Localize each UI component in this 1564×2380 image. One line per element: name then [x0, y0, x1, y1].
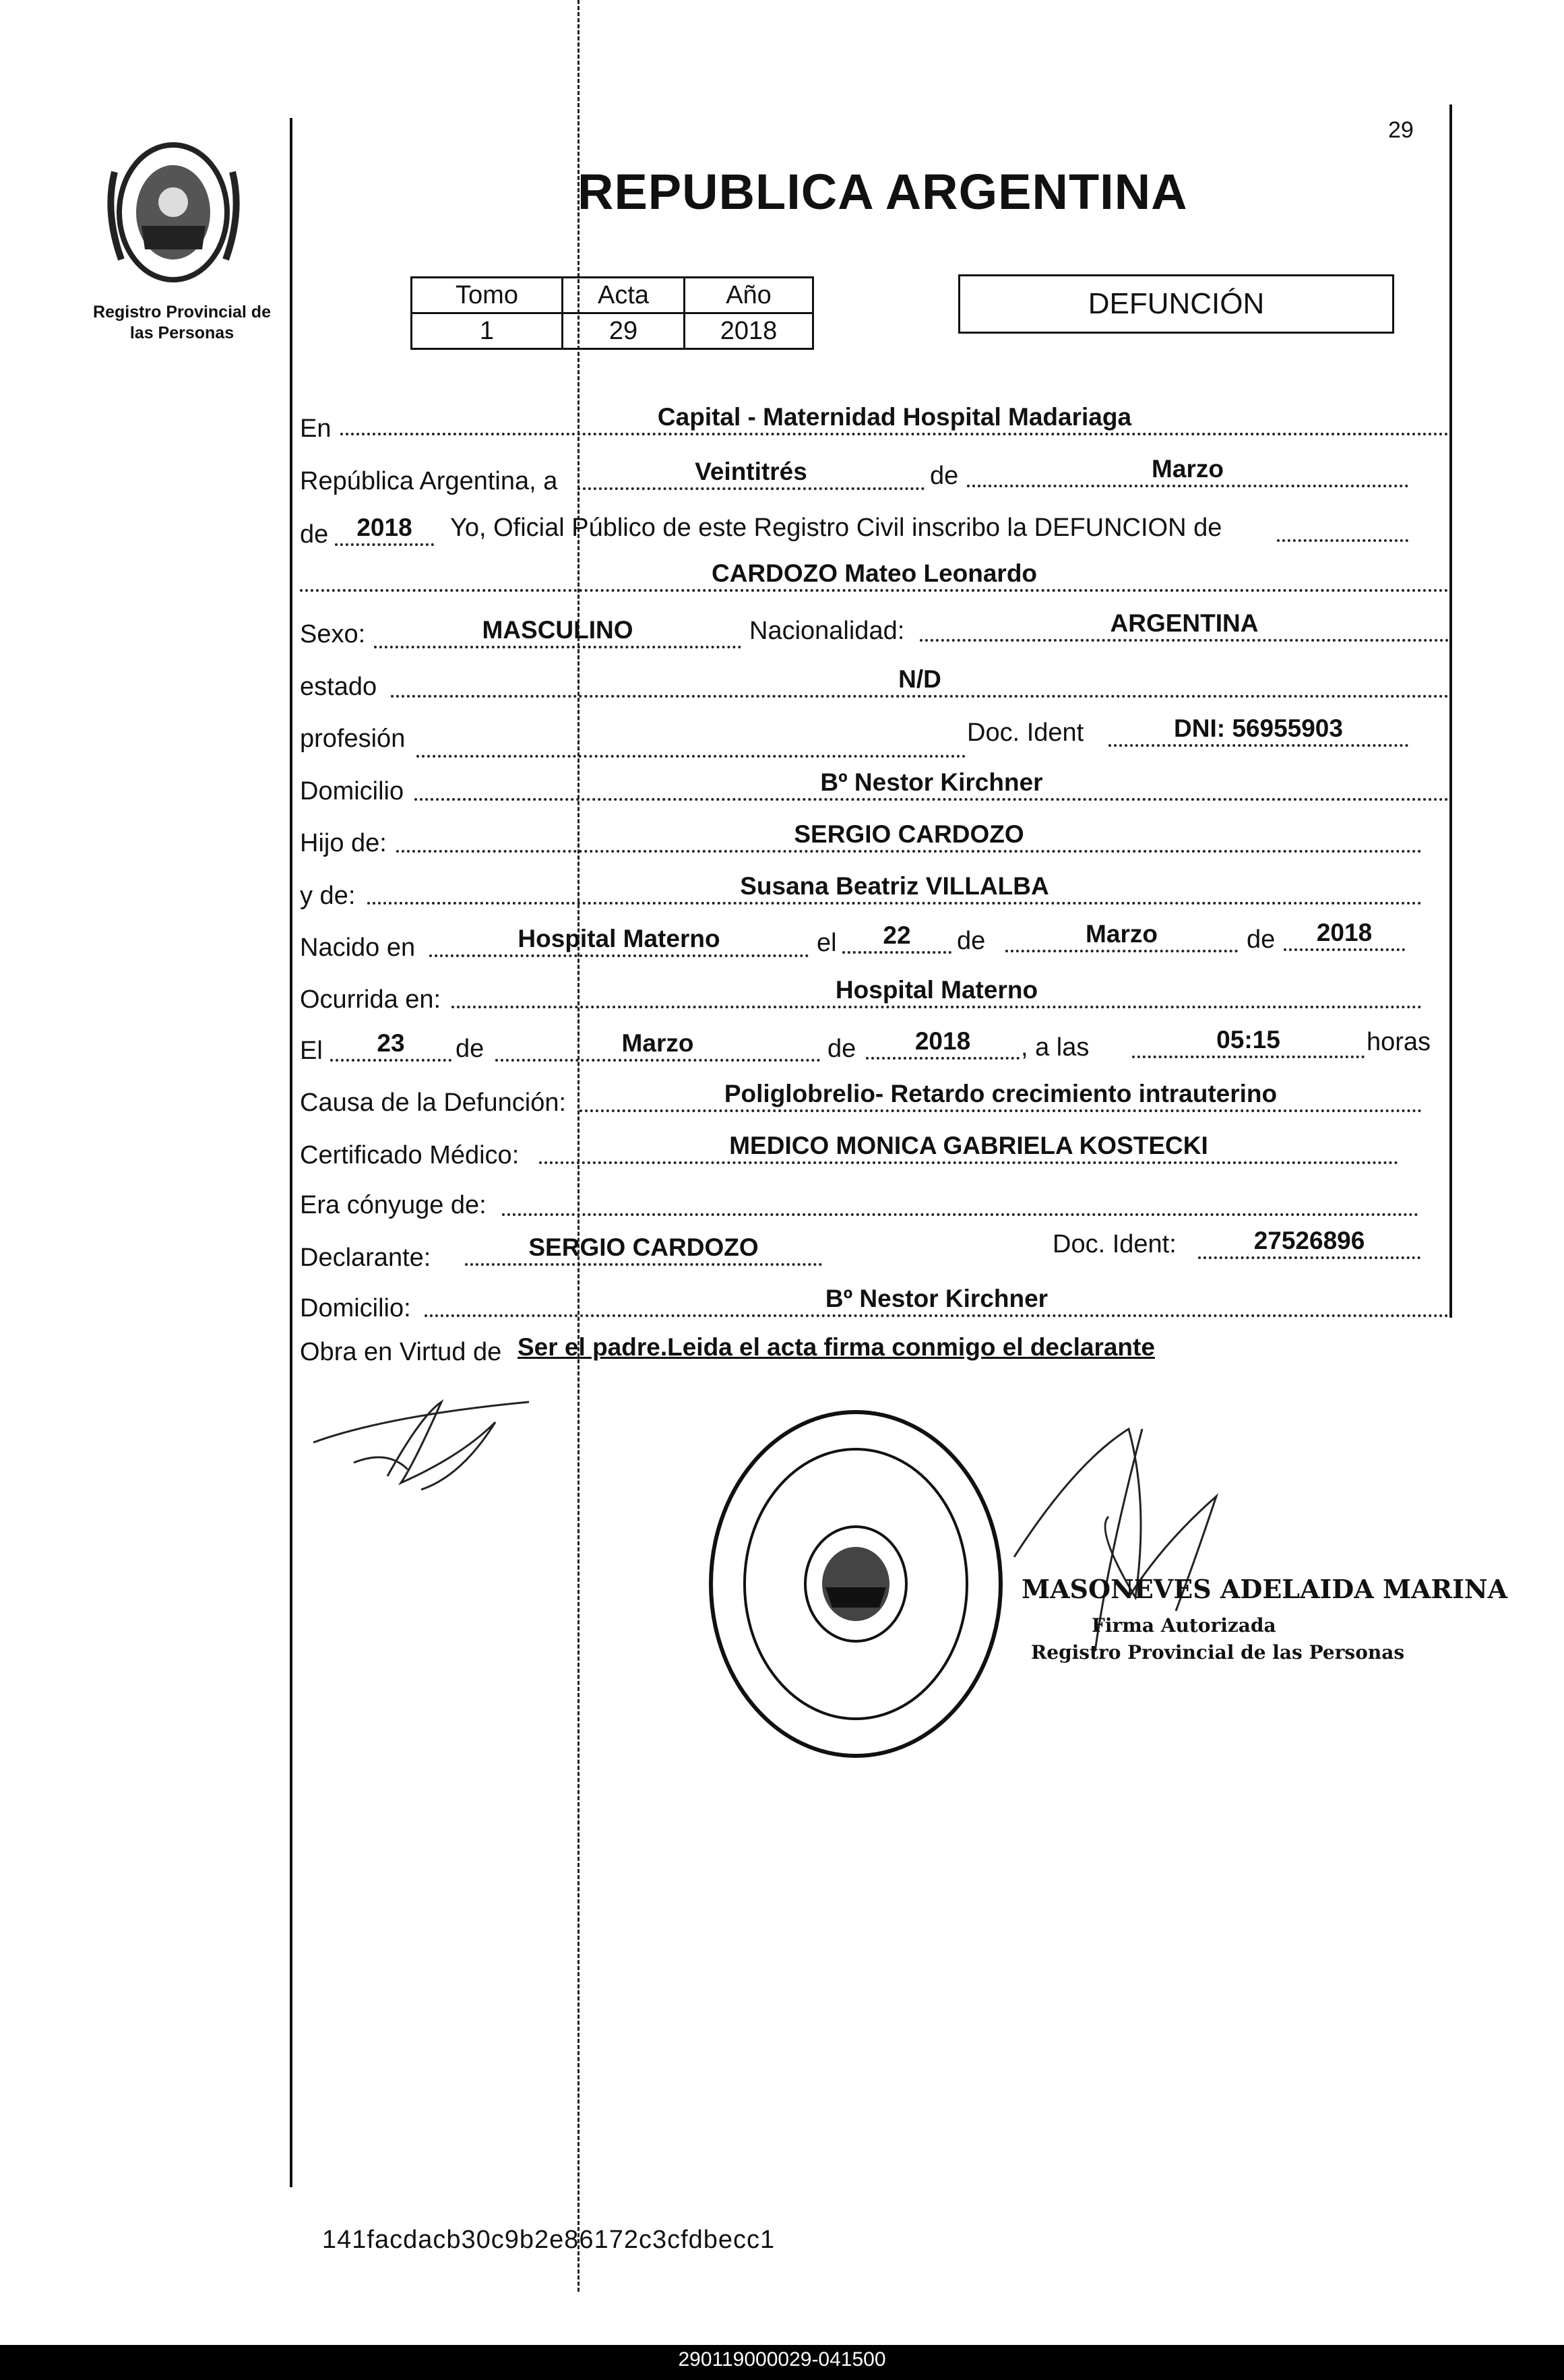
def-anio-field: 2018	[866, 1026, 1020, 1060]
el-label: el	[817, 929, 837, 957]
profesion-field	[416, 724, 966, 758]
en-label: En	[300, 415, 332, 443]
doc-ident-field: DNI: 56955903	[1108, 713, 1408, 747]
nacido-label: Nacido en	[300, 934, 416, 962]
horas-label: horas	[1367, 1028, 1431, 1056]
page-number: 29	[1388, 117, 1414, 143]
conyuge-label: Era cónyuge de:	[300, 1191, 487, 1219]
decl-doc-label: Doc. Ident:	[1053, 1230, 1177, 1258]
republica-label: República Argentina, a	[300, 467, 558, 495]
nacionalidad-label: Nacionalidad:	[749, 617, 905, 645]
province-emblem	[101, 131, 246, 293]
decl-doc-field: 27526896	[1198, 1225, 1420, 1259]
def-dia-field: 23	[330, 1028, 451, 1062]
declarante-signature	[307, 1389, 542, 1496]
domicilio2-label: Domicilio:	[300, 1294, 411, 1322]
document-hash: 141facdacb30c9b2e86172c3cfdbecc1	[322, 2226, 776, 2254]
official-name: MASONEVES ADELAIDA MARINA	[1022, 1574, 1508, 1604]
padre-field: SERGIO CARDOZO	[396, 819, 1422, 853]
lugar-field: Capital - Maternidad Hospital Madariaga	[340, 402, 1449, 435]
nombre-field: CARDOZO Mateo Leonardo	[300, 558, 1449, 592]
official-role: Firma Autorizada	[1092, 1614, 1276, 1637]
hora-field: 05:15	[1132, 1025, 1365, 1058]
certificado-field: MEDICO MONICA GABRIELA KOSTECKI	[539, 1130, 1398, 1164]
obra-label: Obra en Virtud de	[300, 1338, 502, 1366]
madre-field: Susana Beatriz VILLALBA	[367, 871, 1422, 905]
declarante-field: SERGIO CARDOZO	[465, 1232, 822, 1266]
sexo-label: Sexo:	[300, 620, 366, 648]
de-label-3: de	[957, 927, 986, 955]
acta-value: 29	[563, 313, 685, 349]
de-label-4: de	[1247, 925, 1276, 954]
domicilio-field: Bº Nestor Kirchner	[414, 767, 1449, 801]
right-border-line	[1449, 104, 1452, 1318]
causa-field: Poliglobrelio- Retardo crecimiento intrauterino	[580, 1078, 1422, 1112]
nac-dia-field: 22	[842, 920, 951, 954]
de-label-5: de	[456, 1035, 484, 1063]
nac-anio-field: 2018	[1284, 917, 1405, 951]
record-table	[410, 276, 814, 350]
conyuge-field	[502, 1182, 1418, 1216]
footer-code: 290119000029-041500	[678, 2348, 886, 2371]
yde-label: y de:	[300, 882, 356, 910]
left-border-line	[290, 118, 292, 2187]
de-label: de	[930, 462, 959, 490]
alas-label: , a las	[1021, 1033, 1090, 1062]
document-title: REPUBLICA ARGENTINA	[577, 164, 1188, 220]
acta-header: Acta	[563, 278, 685, 313]
hijo-label: Hijo de:	[300, 829, 387, 857]
ocurrida-label: Ocurrida en:	[300, 985, 441, 1014]
domicilio-label: Domicilio	[300, 777, 404, 805]
el2-label: El	[300, 1037, 323, 1065]
doc-ident-label: Doc. Ident	[967, 719, 1084, 747]
dia-letras-field: Veintitrés	[577, 456, 925, 490]
de-label-2: de	[300, 520, 329, 549]
inscribo-blank	[1277, 508, 1408, 542]
estado-field: N/D	[391, 664, 1449, 698]
ocurrida-field: Hospital Materno	[451, 975, 1422, 1008]
tomo-value: 1	[412, 313, 563, 349]
sexo-field: MASCULINO	[374, 615, 741, 648]
official-org: Registro Provincial de las Personas	[1031, 1641, 1405, 1664]
anio-value: 2018	[685, 313, 813, 349]
declarante-label: Declarante:	[300, 1244, 431, 1272]
obra-field: Ser el padre.Leida el acta firma conmigo el declarante	[518, 1333, 1155, 1361]
causa-label: Causa de la Defunción:	[300, 1089, 567, 1117]
official-stamp	[701, 1402, 1011, 1766]
nacionalidad-field: ARGENTINA	[920, 608, 1449, 642]
anio-field: 2018	[335, 512, 434, 546]
nacido-lugar-field: Hospital Materno	[429, 923, 809, 957]
tomo-header: Tomo	[412, 278, 563, 313]
de-label-6: de	[827, 1035, 856, 1063]
anio-header: Año	[685, 278, 813, 313]
issuer-label: Registro Provincial de las Personas	[93, 303, 271, 342]
record-type-box: DEFUNCIÓN	[958, 274, 1394, 334]
profesion-label: profesión	[300, 725, 406, 753]
certificado-label: Certificado Médico:	[300, 1141, 520, 1169]
estado-label: estado	[300, 673, 377, 701]
domicilio2-field: Bº Nestor Kirchner	[425, 1283, 1449, 1317]
mes-field: Marzo	[967, 454, 1408, 487]
nac-mes-field: Marzo	[1005, 919, 1238, 952]
inscribo-text: Yo, Oficial Público de este Registro Civil inscribo la DEFUNCION de	[450, 514, 1222, 542]
def-mes-field: Marzo	[495, 1028, 820, 1062]
